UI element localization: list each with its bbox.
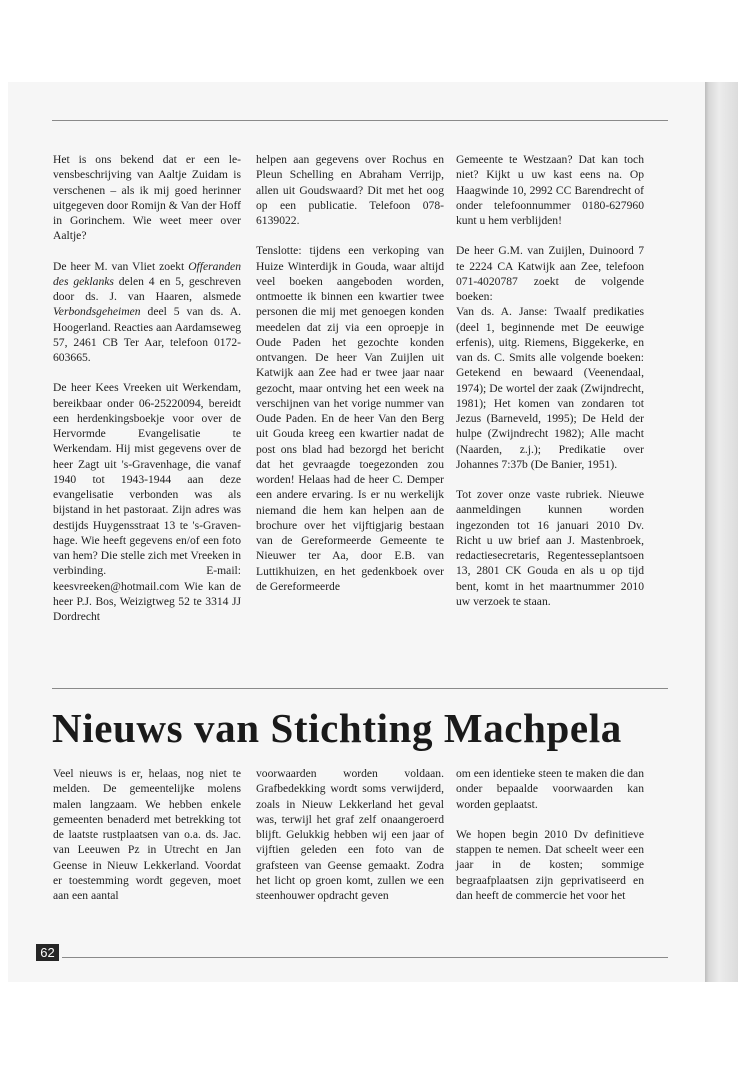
- bottom-column-2: [256, 766, 444, 903]
- section-headline: Nieuws van Stichting Machpela: [52, 705, 622, 751]
- paragraph-machpela-4: We hopen begin 2010 Dv definitieve stappen te nemen. Dat scheelt weer een jaar in de kosten; sommige begraafplaatsen zijn geprivatiseerd en dan heeft de commercie het voor het: [456, 827, 644, 902]
- paragraph-westzaan: Gemeente te Westzaan? Dat kan toch niet? Kijkt u uw kast eens na. Op Haagwinde 10, 2992 CC Barendrecht of onder telefoonnummer 0180-627960 kunt u hem verblijden!: [456, 153, 644, 227]
- paragraph-vaste-rubriek: Tot zover onze vaste rubriek. Nieuwe aanmeldingen kunnen worden ingezonden tot 16 januari 2010 Dv. Richt u uw brief aan J. Mastenbroek, redactiesecretaris, Regentesseplantsoen 13, 2801 CK Gouda en als u op tijd bent, komt in het maartnummer 2010 uw verzoek te staan.: [456, 488, 644, 608]
- paragraph-vreeken: De heer Kees Vreeken uit Werkendam, bereikbaar onder 06-25220094, bereidt een herdenkingsboekje voor over de Hervormde Evangelisatie te Werkendam. Hij mist gegevens over de heer Zagt uit 's-Gravenhage, die vanaf 1940 tot 1943-1944 aan deze evangelisatie verbonden was als bijstand in het pastoraat. Zijn adres was destijds Huygensstraat 13 te 's-Gravenhage. Wie heeft gegevens en/of een foto van hem? Die stelle zich met Vreeken in verbinding. E-mail: keesvreeken@hotmail.com Wie kan de heer P.J. Bos, Weizigtweg 52 te 3314 JJ Dordrecht: [53, 381, 241, 623]
- bottom-column-3: [456, 766, 644, 903]
- column-2: [256, 152, 444, 594]
- paragraph-aaltje-zuidam: Het is ons bekend dat er een levensbeschrijving van Aaltje Zuidam is verschenen – als ik mij goed herinner uitgegeven door Romijn & Van der Hoff in Gorinchem. Wie weet meer over Aaltje?: [53, 153, 241, 243]
- column-1: [53, 152, 241, 624]
- paragraph-schelling: helpen aan gegevens over Rochus en Pleun Schelling en Abraham Verrijp, allen uit Goudswaard? Dit met het oog op een publicatie. Telefoon 078-6139022.: [256, 153, 444, 227]
- section-rule: [52, 688, 668, 689]
- page-number: 62: [36, 944, 59, 961]
- bottom-column-1: [53, 766, 241, 903]
- paragraph-van-zuijlen: De heer G.M. van Zuijlen, Duinoord 7 te 2224 CA Katwijk aan Zee, telefoon 071-4020787 zoekt de volgende boeken:: [456, 244, 644, 303]
- paragraph-machpela-2: voorwaarden worden voldaan. Grafbedekking wordt soms verwijderd, zoals in Nieuw Lekkerland het geval was, terwijl het graf zelf onaangeroerd blijft. Gelukkig hebben wij een jaar of vijftien geleden een foto van de grafsteen van Geense gemaakt. Zodra het licht op groen komt, zullen we een steenhouwer opdracht geven: [256, 767, 444, 902]
- paragraph-machpela-1: Veel nieuws is er, helaas, nog niet te melden. De gemeentelijke molens malen langzaam. We hebben enkele gemeenten benaderd met betrekking tot de laatste rustplaatsen van o.a. ds. Jac. van Leeuwen Pz in Utrecht en Jan Geense in Nieuw Lekkerland. Voordat er toestemming wordt gegeven, moet aan een aantal: [53, 767, 241, 902]
- column-3: [456, 152, 644, 609]
- top-rule: [52, 120, 668, 121]
- paragraph-tenslotte: Tenslotte: tijdens een verkoping van Huize Winterdijk in Gouda, waar altijd veel boeken aangeboden worden, ontmoette ik binnen een kwartier twee personen die mij met genoegen konden meedelen dat zij via een oproepje in Oude Paden het gezochte konden ontvangen. De heer Van Zuijlen uit Katwijk aan Zee had er twee jaar naar gezocht, maar ontving het een week na verschijnen van het vorige nummer van Oude Paden. En de heer Van den Berg uit Gouda kreeg een kwartier nadat de post ons blad had bezorgd het bericht dat het gevraagde toegezonden zou worden! Helaas had de heer C. Demper een andere ervaring. Is er nu werkelijk niemand die hem kan helpen aan de brochure over het vijftigjarig bestaan van de Gereformeerde Gemeente te Nieuwer ter Aa, door E.B. van Luttikhuizen, en het gedenkboek over de Gereformeerde: [256, 244, 444, 593]
- footer-rule: [62, 957, 668, 958]
- paragraph-van-vliet: De heer M. van Vliet zoekt Offeranden des geklanks delen 4 en 5, geschreven door ds. J. van Haaren, alsmede Verbondsgeheimen deel 5 van ds. A. Hoogerland. Reacties aan Aardamseweg 57, 2461 CB Ter Aar, telefoon 0172-603665.: [53, 259, 241, 364]
- paragraph-machpela-3: om een identieke steen te maken die dan onder bepaalde voorwaarden kan worden geplaatst.: [456, 767, 644, 811]
- paragraph-boekenlijst: Van ds. A. Janse: Twaalf predikaties (deel 1, beginnende met De eeuwige erfenis), uitg. Riemens, Biggekerke, en van ds. C. Smits alle volgende boeken: Getekend en bewaard (Veenendaal, 1974); De wortel der zaak (Zwijndrecht, 1981); Het komen van zondaren tot Jezus (Barneveld, 1995); De Held der hulpe (Zwijndrecht 1982); Alle macht (Naarden, z.j.); Predikatie over Johannes 7:37b (De Banier, 1951).: [456, 305, 644, 471]
- book-spine-shadow: [705, 82, 738, 982]
